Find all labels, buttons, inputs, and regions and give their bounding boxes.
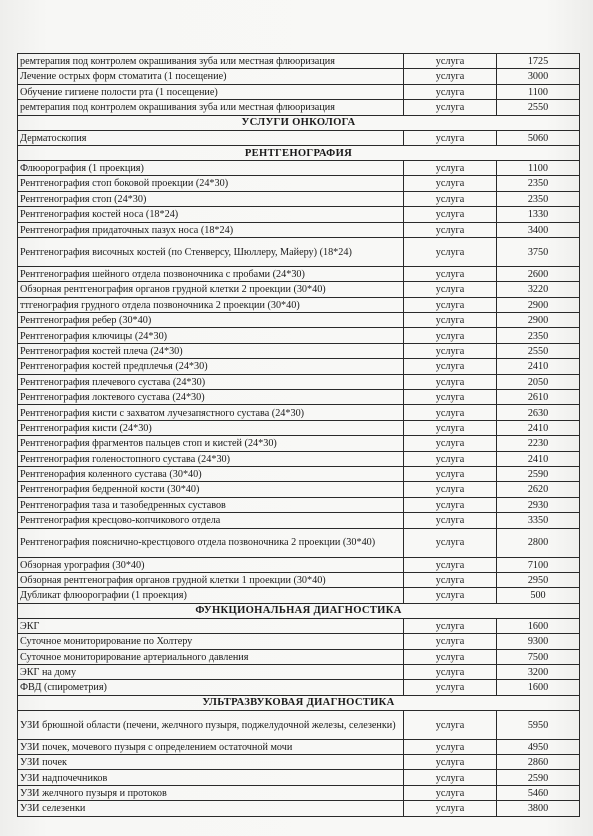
service-name-cell: Рентгенография голеностопного сустава (24*30) [18, 451, 404, 466]
price-cell: 2350 [497, 191, 580, 206]
table-row [18, 513, 580, 528]
unit-cell: услуга [404, 69, 497, 84]
unit-cell: услуга [404, 588, 497, 603]
table-row [18, 313, 580, 328]
unit-cell: услуга [404, 191, 497, 206]
price-cell: 2230 [497, 436, 580, 451]
price-cell: 2900 [497, 297, 580, 312]
service-name-cell: Обзорная рентгенография органов грудной клетки 2 проекции (30*40) [18, 282, 404, 297]
table-row [18, 572, 580, 587]
service-name-cell: Рентгенография кисти с захватом лучезапястного сустава (24*30) [18, 405, 404, 420]
service-name-cell: Рентгенография костей плеча (24*30) [18, 343, 404, 358]
price-cell: 3220 [497, 282, 580, 297]
table-row [18, 528, 580, 557]
price-table-body [18, 54, 580, 817]
price-cell: 2410 [497, 451, 580, 466]
price-cell: 2410 [497, 359, 580, 374]
table-row [18, 405, 580, 420]
unit-cell: услуга [404, 130, 497, 145]
unit-cell: услуга [404, 451, 497, 466]
section-header-row [18, 115, 580, 130]
service-name-cell: Рентгенография локтевого сустава (24*30) [18, 390, 404, 405]
service-name-cell: Рентгенография ключицы (24*30) [18, 328, 404, 343]
unit-cell: услуга [404, 207, 497, 222]
service-name-cell: Рентгенография ребер (30*40) [18, 313, 404, 328]
price-cell: 3400 [497, 222, 580, 237]
unit-cell: услуга [404, 359, 497, 374]
service-name-cell: Рентгенография стоп боковой проекции (24*30) [18, 176, 404, 191]
table-row [18, 191, 580, 206]
unit-cell: услуга [404, 343, 497, 358]
price-cell: 2860 [497, 755, 580, 770]
service-name-cell: УЗИ селезенки [18, 801, 404, 816]
unit-cell: услуга [404, 100, 497, 115]
price-cell: 2630 [497, 405, 580, 420]
unit-cell: услуга [404, 222, 497, 237]
service-name-cell: Рентгенография таза и тазобедренных суставов [18, 497, 404, 512]
price-cell: 2930 [497, 497, 580, 512]
unit-cell: услуга [404, 54, 497, 69]
service-name-cell: Рентгенография плечевого сустава (24*30) [18, 374, 404, 389]
table-row [18, 374, 580, 389]
table-row [18, 588, 580, 603]
price-cell: 2600 [497, 266, 580, 281]
price-cell: 9300 [497, 634, 580, 649]
table-row [18, 69, 580, 84]
table-row [18, 785, 580, 800]
service-name-cell: УЗИ почек, мочевого пузыря с определением остаточной мочи [18, 739, 404, 754]
unit-cell: услуга [404, 297, 497, 312]
unit-cell: услуга [404, 282, 497, 297]
table-row [18, 54, 580, 69]
service-name-cell: Лечение острых форм стоматита (1 посещение) [18, 69, 404, 84]
unit-cell: услуга [404, 374, 497, 389]
price-cell: 5460 [497, 785, 580, 800]
table-row [18, 328, 580, 343]
unit-cell: услуга [404, 664, 497, 679]
unit-cell: услуга [404, 739, 497, 754]
table-row [18, 557, 580, 572]
table-row [18, 497, 580, 512]
price-cell: 1725 [497, 54, 580, 69]
price-cell: 2590 [497, 770, 580, 785]
unit-cell: услуга [404, 710, 497, 739]
service-name-cell: ЭКГ [18, 618, 404, 633]
price-cell: 1600 [497, 618, 580, 633]
price-cell: 7500 [497, 649, 580, 664]
unit-cell: услуга [404, 313, 497, 328]
price-cell: 1600 [497, 680, 580, 695]
table-row [18, 390, 580, 405]
section-header-row [18, 145, 580, 160]
service-name-cell: Рентгенография костей носа (18*24) [18, 207, 404, 222]
service-name-cell: ремтерапия под контролем окрашивания зуба или местная флюоризация [18, 100, 404, 115]
service-name-cell: Обучение гигиене полости рта (1 посещение) [18, 84, 404, 99]
unit-cell: услуга [404, 618, 497, 633]
table-row [18, 451, 580, 466]
unit-cell: услуга [404, 528, 497, 557]
unit-cell: услуга [404, 649, 497, 664]
table-row [18, 801, 580, 816]
unit-cell: услуга [404, 801, 497, 816]
unit-cell: услуга [404, 237, 497, 266]
table-row [18, 664, 580, 679]
table-row [18, 420, 580, 435]
unit-cell: услуга [404, 513, 497, 528]
table-row [18, 84, 580, 99]
service-name-cell: УЗИ брюшной области (печени, желчного пузыря, поджелудочной железы, селезенки) [18, 710, 404, 739]
unit-cell: услуга [404, 390, 497, 405]
price-cell: 2550 [497, 100, 580, 115]
unit-cell: услуга [404, 328, 497, 343]
price-cell: 3800 [497, 801, 580, 816]
price-cell: 1100 [497, 160, 580, 175]
price-cell: 2800 [497, 528, 580, 557]
unit-cell: услуга [404, 497, 497, 512]
table-row [18, 343, 580, 358]
service-name-cell: Рентгенография костей предплечья (24*30) [18, 359, 404, 374]
price-cell: 1100 [497, 84, 580, 99]
table-row [18, 130, 580, 145]
service-name-cell: Флюорография (1 проекция) [18, 160, 404, 175]
unit-cell: услуга [404, 572, 497, 587]
table-row [18, 237, 580, 266]
service-name-cell: УЗИ надпочечников [18, 770, 404, 785]
section-title: УСЛУГИ ОНКОЛОГА [18, 115, 580, 130]
price-cell: 2350 [497, 176, 580, 191]
price-cell: 2620 [497, 482, 580, 497]
service-name-cell: Суточное мониторирование по Холтеру [18, 634, 404, 649]
service-name-cell: Дубликат флюорографии (1 проекция) [18, 588, 404, 603]
service-name-cell: Рентгенография стоп (24*30) [18, 191, 404, 206]
table-row [18, 282, 580, 297]
price-cell: 5060 [497, 130, 580, 145]
table-row [18, 755, 580, 770]
price-cell: 2050 [497, 374, 580, 389]
unit-cell: услуга [404, 634, 497, 649]
table-row [18, 266, 580, 281]
service-name-cell: Рентгенография придаточных пазух носа (18*24) [18, 222, 404, 237]
table-row [18, 176, 580, 191]
price-table [17, 53, 580, 817]
service-name-cell: Рентгенография кисти (24*30) [18, 420, 404, 435]
service-name-cell: ФВД (спирометрия) [18, 680, 404, 695]
service-name-cell: Обзорная рентгенография органов грудной клетки 1 проекции (30*40) [18, 572, 404, 587]
table-row [18, 100, 580, 115]
service-name-cell: УЗИ желчного пузыря и протоков [18, 785, 404, 800]
service-name-cell: Рентгенография бедренной кости (30*40) [18, 482, 404, 497]
section-title: УЛЬТРАЗВУКОВАЯ ДИАГНОСТИКА [18, 695, 580, 710]
table-row [18, 739, 580, 754]
table-row [18, 297, 580, 312]
price-cell: 2950 [497, 572, 580, 587]
price-cell: 500 [497, 588, 580, 603]
section-header-row [18, 603, 580, 618]
unit-cell: услуга [404, 84, 497, 99]
table-row [18, 680, 580, 695]
price-cell: 2610 [497, 390, 580, 405]
section-title: ФУНКЦИОНАЛЬНАЯ ДИАГНОСТИКА [18, 603, 580, 618]
unit-cell: услуга [404, 420, 497, 435]
table-row [18, 770, 580, 785]
unit-cell: услуга [404, 755, 497, 770]
table-row [18, 359, 580, 374]
table-row [18, 222, 580, 237]
price-cell: 7100 [497, 557, 580, 572]
service-name-cell: Рентгенорафия коленного сустава (30*40) [18, 466, 404, 481]
service-name-cell: УЗИ почек [18, 755, 404, 770]
unit-cell: услуга [404, 405, 497, 420]
price-cell: 3350 [497, 513, 580, 528]
unit-cell: услуга [404, 557, 497, 572]
price-cell: 5950 [497, 710, 580, 739]
price-cell: 2900 [497, 313, 580, 328]
price-cell: 1330 [497, 207, 580, 222]
price-cell: 2410 [497, 420, 580, 435]
table-row [18, 466, 580, 481]
service-name-cell: ремтерапия под контролем окрашивания зуба или местная флюоризация [18, 54, 404, 69]
service-name-cell: ЭКГ на дому [18, 664, 404, 679]
table-row [18, 649, 580, 664]
unit-cell: услуга [404, 785, 497, 800]
service-name-cell: Обзорная урография (30*40) [18, 557, 404, 572]
unit-cell: услуга [404, 482, 497, 497]
unit-cell: услуга [404, 436, 497, 451]
unit-cell: услуга [404, 160, 497, 175]
service-name-cell: Рентгенография пояснично-крестцового отдела позвоночника 2 проекции (30*40) [18, 528, 404, 557]
price-cell: 4950 [497, 739, 580, 754]
table-row [18, 207, 580, 222]
table-row [18, 160, 580, 175]
table-row [18, 710, 580, 739]
price-cell: 3750 [497, 237, 580, 266]
unit-cell: услуга [404, 266, 497, 281]
unit-cell: услуга [404, 176, 497, 191]
service-name-cell: Дерматоскопия [18, 130, 404, 145]
section-title: РЕНТГЕНОГРАФИЯ [18, 145, 580, 160]
service-name-cell: ттгенография грудного отдела позвоночника 2 проекции (30*40) [18, 297, 404, 312]
unit-cell: услуга [404, 770, 497, 785]
table-row [18, 436, 580, 451]
price-cell: 2350 [497, 328, 580, 343]
price-cell: 2550 [497, 343, 580, 358]
service-name-cell: Рентгенография фрагментов пальцев стоп и кистей (24*30) [18, 436, 404, 451]
unit-cell: услуга [404, 680, 497, 695]
price-cell: 3200 [497, 664, 580, 679]
service-name-cell: Рентгенография шейного отдела позвоночника с пробами (24*30) [18, 266, 404, 281]
service-name-cell: Суточное мониторирование артериального давления [18, 649, 404, 664]
price-cell: 3000 [497, 69, 580, 84]
section-header-row [18, 695, 580, 710]
table-row [18, 482, 580, 497]
service-name-cell: Рентгенография кресцово-копчикового отдела [18, 513, 404, 528]
table-row [18, 618, 580, 633]
unit-cell: услуга [404, 466, 497, 481]
table-row [18, 634, 580, 649]
price-cell: 2590 [497, 466, 580, 481]
service-name-cell: Рентгенография височных костей (по Стенверсу, Шюллеру, Майеру) (18*24) [18, 237, 404, 266]
